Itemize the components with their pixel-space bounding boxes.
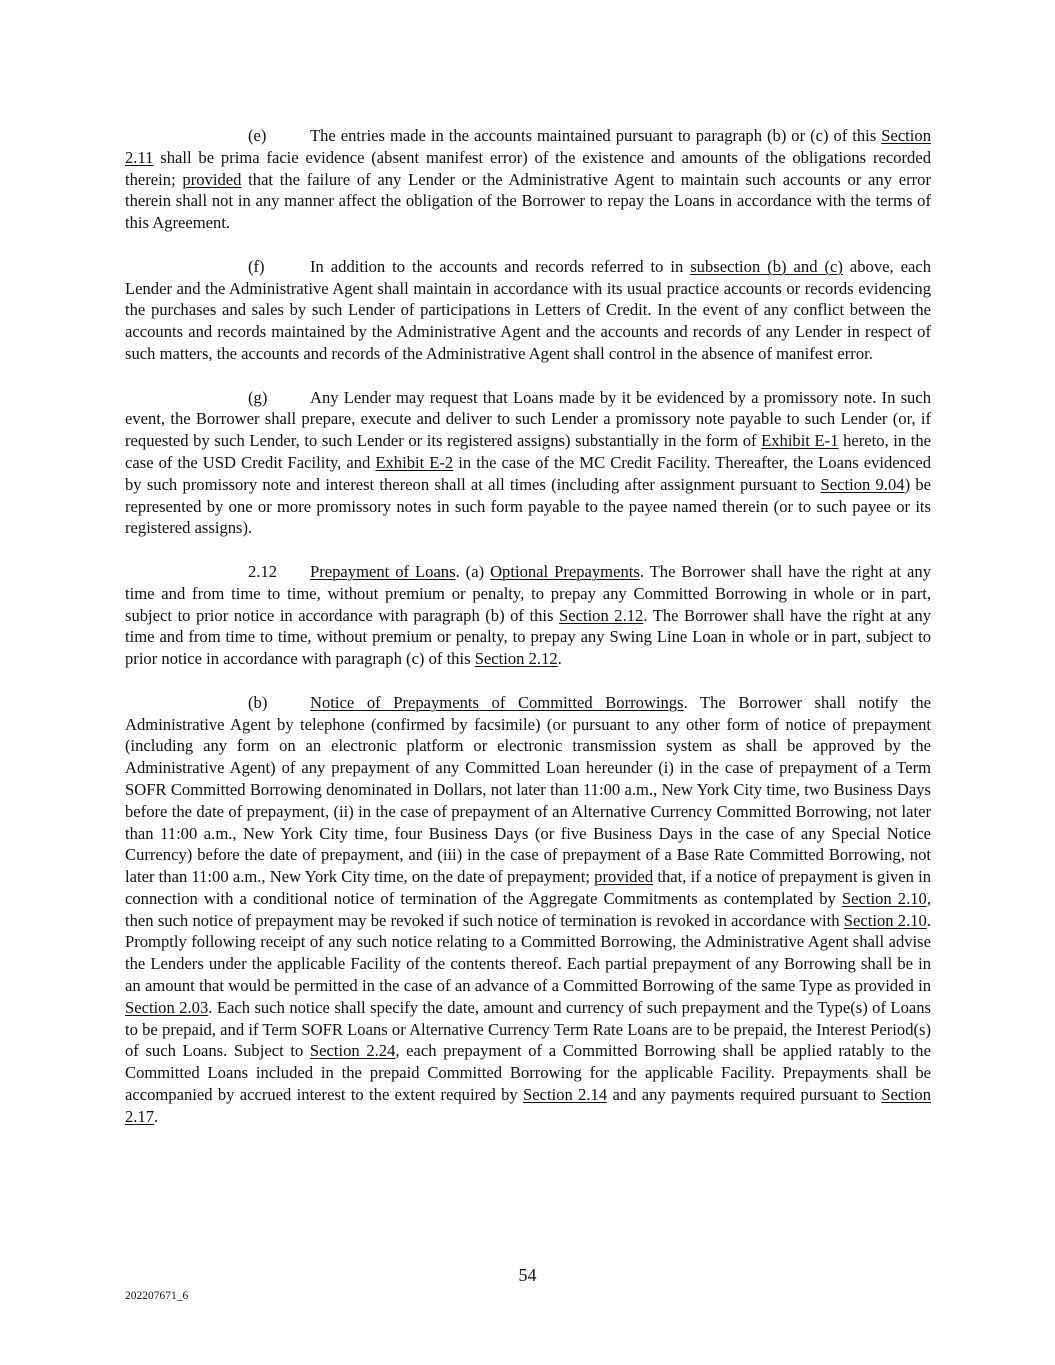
- paragraph-f: [125, 256, 931, 365]
- defined-term: provided: [594, 867, 654, 887]
- paragraph-label: (f): [248, 256, 265, 276]
- text: . The Borrower shall have the right at any time and from time to time, without premium or penalty, to prepay any Committed Borrowing in whole or in part, subject to prior notice in accordance with paragraph (b) of this: [125, 561, 931, 625]
- text: .: [154, 1106, 159, 1126]
- paragraph-g: [125, 387, 931, 540]
- section-reference: Section 2.10: [843, 910, 927, 930]
- text: , then such notice of prepayment may be revoked if such notice of termination is revoked in accordance with: [125, 888, 931, 930]
- section-reference: Section 2.10: [841, 888, 927, 908]
- paragraph-b: [125, 692, 931, 1128]
- section-number: 2.12: [248, 561, 278, 581]
- section-reference: Section 2.12: [474, 649, 558, 669]
- text: that, if a notice of prepayment is given in connection with a conditional notice of termination of the Aggregate Commitments as contemplated by: [125, 867, 931, 908]
- text: . The Borrower shall notify the Administrative Agent by telephone (confirmed by facsimile) (or pursuant to any other form of notice of prepayment (including any form on an electronic platform or electronic transmission system as shall be approved by the Administrative Agent) of any prepayment of any Committed Loan hereunder (i) in the case of prepayment of a Term SOFR Committed Borrowing denominated in Dollars, not later than 11:00 a.m., New York City time, two Business Days before the date of prepayment, (ii) in the case of prepayment of an Alternative Currency Committed Borrowing, not later than 11:00 a.m., New York City time, four Business Days (or five Business Days in the case of any Special Notice Currency) before the date of prepayment, and (iii) in the case of prepayment of a Base Rate Committed Borrowing, not later than 11:00 a.m., New York City time, on the date of prepayment;: [125, 692, 931, 887]
- section-2-12: [125, 561, 931, 670]
- section-reference: Section 2.14: [523, 1085, 608, 1105]
- text: Any Lender may request that Loans made by it be evidenced by a promissory note. In such event, the Borrower shall prepare, execute and deliver to such Lender a promissory note payable to such Lender (or, if requested by such Lender, to such Lender or its registered assigns) substantially in the form of: [125, 387, 931, 451]
- paragraph-label: (g): [248, 387, 268, 407]
- paragraph-label: (b): [248, 692, 268, 712]
- section-reference: Section 2.11: [125, 126, 931, 167]
- defined-term: provided: [182, 169, 242, 189]
- subsection-heading: Notice of Prepayments of Committed Borrowings: [310, 692, 684, 712]
- text: and any payments required pursuant to: [607, 1085, 882, 1105]
- text: . Each such notice shall specify the date, amount and currency of such prepayment and the Type(s) of Loans to be prepaid, and if Term SOFR Loans or Alternative Currency Term Rate Loans are to be prepaid, the Interest Period(s) of such Loans. Subject to: [125, 997, 931, 1061]
- subsection-heading: Optional Prepayments: [490, 561, 640, 581]
- section-reference: Section 2.24: [309, 1041, 396, 1061]
- section-reference: subsection (b) and (c): [690, 256, 843, 276]
- section-reference: Section 2.12: [559, 605, 644, 625]
- text: in the case of the MC Credit Facility. Thereafter, the Loans evidenced by such promissory note and interest thereon shall at all times (including after assignment pursuant to: [125, 452, 932, 494]
- section-heading: Prepayment of Loans: [310, 561, 456, 581]
- text: , each prepayment of a Committed Borrowing shall be applied ratably to the Committed Loans included in the prepaid Committed Borrowing for the applicable Facility. Prepayments shall be accompanied by accrued interest to the extent required by: [125, 1041, 931, 1105]
- exhibit-reference: Exhibit E-1: [761, 431, 839, 451]
- text: hereto, in the case of the USD Credit Facility, and: [125, 431, 932, 472]
- document-id: 202207671_6: [125, 1290, 189, 1302]
- text: that the failure of any Lender or the Administrative Agent to maintain such accounts or any error therein shall not in any manner affect the obligation of the Borrower to repay the Loans in accordance with the terms of this Agreement.: [125, 169, 931, 233]
- text: . (a): [455, 561, 491, 581]
- text: In addition to the accounts and records referred to in: [310, 256, 691, 276]
- page-number: 54: [518, 1265, 537, 1285]
- section-reference: Section 9.04: [820, 474, 905, 494]
- text: .: [557, 649, 562, 669]
- text: shall be prima facie evidence (absent manifest error) of the existence and amounts of the obligations recorded therein;: [125, 147, 931, 189]
- section-reference: Section 2.17: [125, 1085, 932, 1126]
- text: above, each Lender and the Administrative Agent shall maintain in accordance with its usual practice accounts or records evidencing the purchases and sales by such Lender of participations in Letters of Credit. In the event of any conflict between the accounts and records maintained by the Administrative Agent and the accounts and records of any Lender in respect of such matters, the accounts and records of the Administrative Agent shall control in the absence of manifest error.: [125, 256, 931, 363]
- text: . Promptly following receipt of any such notice relating to a Committed Borrowing, the Administrative Agent shall advise the Lenders under the applicable Facility of the contents thereof. Each partial prepayment of any Borrowing shall be in an amount that would be permitted in the case of an advance of a Committed Borrowing of the same Type as provided in: [125, 910, 931, 996]
- text: The entries made in the accounts maintained pursuant to paragraph (b) or (c) of this: [310, 126, 882, 145]
- paragraph-label: (e): [248, 126, 267, 145]
- text: . The Borrower shall have the right at any time and from time to time, without premium or penalty, to prepay any Swing Line Loan in whole or in part, subject to prior notice in accordance with paragraph (c) of this: [125, 605, 931, 669]
- exhibit-reference: Exhibit E-2: [375, 452, 454, 472]
- text: ) be represented by one or more promissory notes in such form payable to the payee named therein (or to such payee or its registered assigns).: [125, 474, 931, 538]
- section-reference: Section 2.03: [125, 997, 209, 1017]
- paragraph-e: [125, 125, 931, 234]
- document-body: [125, 125, 931, 1149]
